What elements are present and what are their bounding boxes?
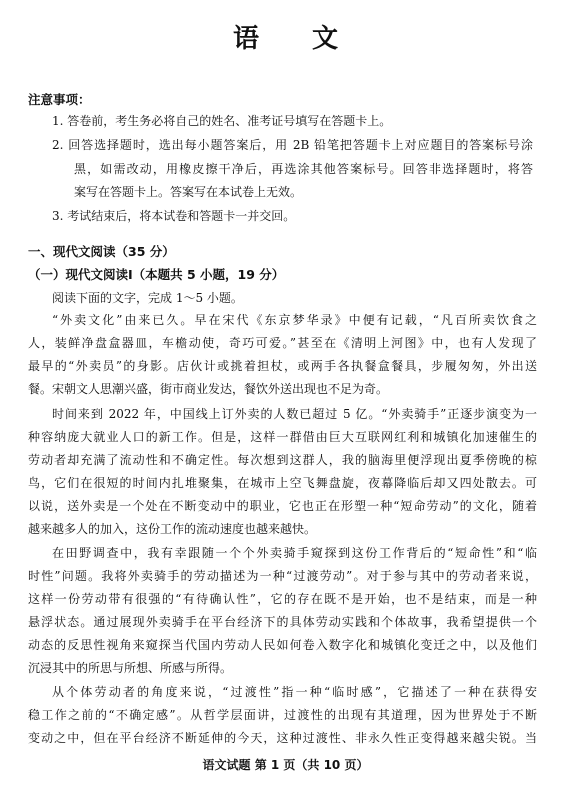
passage-line-text: 变动之中，但在平台经济不断延伸的今天，这种过渡性、非永久性正变得越来越尖锐。当 [28, 731, 537, 745]
passage-line [52, 312, 537, 328]
passage-line [28, 614, 537, 630]
passage-line-text: 这样一份劳动带有很强的“有待确认性”，它的存在既不是开始，也不是结束，而是一种 [28, 592, 537, 606]
passage-line [28, 498, 537, 514]
section-heading: 一、现代文阅读（35 分） [28, 244, 175, 259]
passage-line-text: 种容纳庞大就业人口的新工作。但是，这样一群借由巨大互联网红利和城镇化加速催生的 [28, 430, 537, 444]
notice-item-2-cont [74, 161, 533, 177]
notice-item-2-cont-text: 黑，如需改动，用橡皮擦干净后，再选涂其他答案标号。回答非选择题时，将答 [74, 162, 533, 176]
passage-line-text: 时性”问题。我将外卖骑手的劳动描述为一种“过渡劳动”。对于参与其中的劳动者来说， [28, 569, 537, 583]
passage-line [52, 545, 537, 561]
passage-line-text: 以说，送外卖是一个处在不断变动中的职业，它也正在形塑一种“短命劳动”的文化，随着 [28, 499, 537, 513]
passage-line [52, 684, 537, 700]
notice-heading: 注意事项： [28, 92, 91, 107]
passage-line [28, 730, 537, 746]
passage-line [28, 707, 537, 723]
passage-line: 沉浸其中的所思与所想、所感与所得。 [28, 661, 233, 675]
subsection-heading: （一）现代文阅读I（本题共 5 小题，19 分） [28, 267, 285, 282]
passage-line [28, 335, 537, 351]
passage-line [28, 475, 537, 491]
passage-line-text: 从个体劳动者的角度来说，“过渡性”指一种“临时感”，它描述了一种在获得安 [52, 685, 537, 699]
passage-line [28, 429, 537, 445]
notice-item-2 [52, 137, 533, 153]
passage-line [28, 568, 537, 584]
passage-line-text: 稳工作之前的“不确定感”。从哲学层面讲，过渡性的出现有其道理，因为世界处于不断 [28, 708, 537, 722]
passage-line-text: 人，装鲜净盘盒器皿，车檐动使，奇巧可爱。”甚至在《清明上河图》中，也有人发现了 [28, 336, 537, 350]
notice-item-2-text: 2. 回答选择题时，选出每小题答案后，用 2B 铅笔把答题卡上对应题目的答案标号涂 [52, 138, 533, 152]
passage-line-text: 悬浮状态。通过展现外卖骑手在平台经济下的具体劳动实践和个体故事，我希望提供一个 [28, 615, 537, 629]
passage-line [52, 406, 537, 422]
passage-line-text: 时间来到 2022 年，中国线上订外卖的人数已超过 5 亿。“外卖骑手”正逐步演变为一 [52, 407, 537, 421]
notice-item-1: 1. 答卷前，考生务必将自己的姓名、准考证号填写在答题卡上。 [52, 114, 392, 128]
page-title: 语 文 [232, 24, 361, 54]
notice-item-3: 3. 考试结束后，将本试卷和答题卡一并交回。 [52, 209, 296, 223]
passage-line: 餐。宋朝文人思潮兴盛，街市商业发达，餐饮外送出现也不足为奇。 [28, 382, 389, 396]
passage-line-text: 在田野调查中，我有幸跟随一个个外卖骑手窥探到这份工作背后的“短命性”和“临 [52, 546, 537, 560]
passage-line-text: “外卖文化”由来已久。早在宋代《东京梦华录》中便有记载，“凡百所卖饮食之 [52, 313, 537, 327]
passage-line [28, 452, 537, 468]
passage-line: 越来越多人的加入，这份工作的流动速度也越来越快。 [28, 522, 317, 536]
notice-item-2-end: 案写在答题卡上。答案写在本试卷上无效。 [74, 185, 303, 199]
page-footer: 语文试题 第 1 页（共 10 页） [202, 758, 369, 772]
instruction: 阅读下面的文字，完成 1～5 小题。 [52, 291, 243, 305]
passage-line [28, 591, 537, 607]
passage-line [28, 637, 537, 653]
passage-line-text: 最早的“外卖员”的身影。店伙计或挑着担杖，或两手各执餐盒餐具，步履匆匆，外出送 [28, 359, 537, 373]
passage-line-text: 鸟，它们在很短的时间内扎堆聚集，在城市上空飞舞盘旋，夜幕降临后却又四处散去。可 [28, 476, 537, 490]
passage-line-text: 动态的反思性视角来窥探当代国内劳动人民如何卷入数字化和城镇化变迁之中，以及他们 [28, 638, 537, 652]
passage-line-text: 劳动者却充满了流动性和不确定性。每次想到这群人，我的脑海里便浮现出夏季傍晚的椋 [28, 453, 537, 467]
passage-line [28, 358, 537, 374]
